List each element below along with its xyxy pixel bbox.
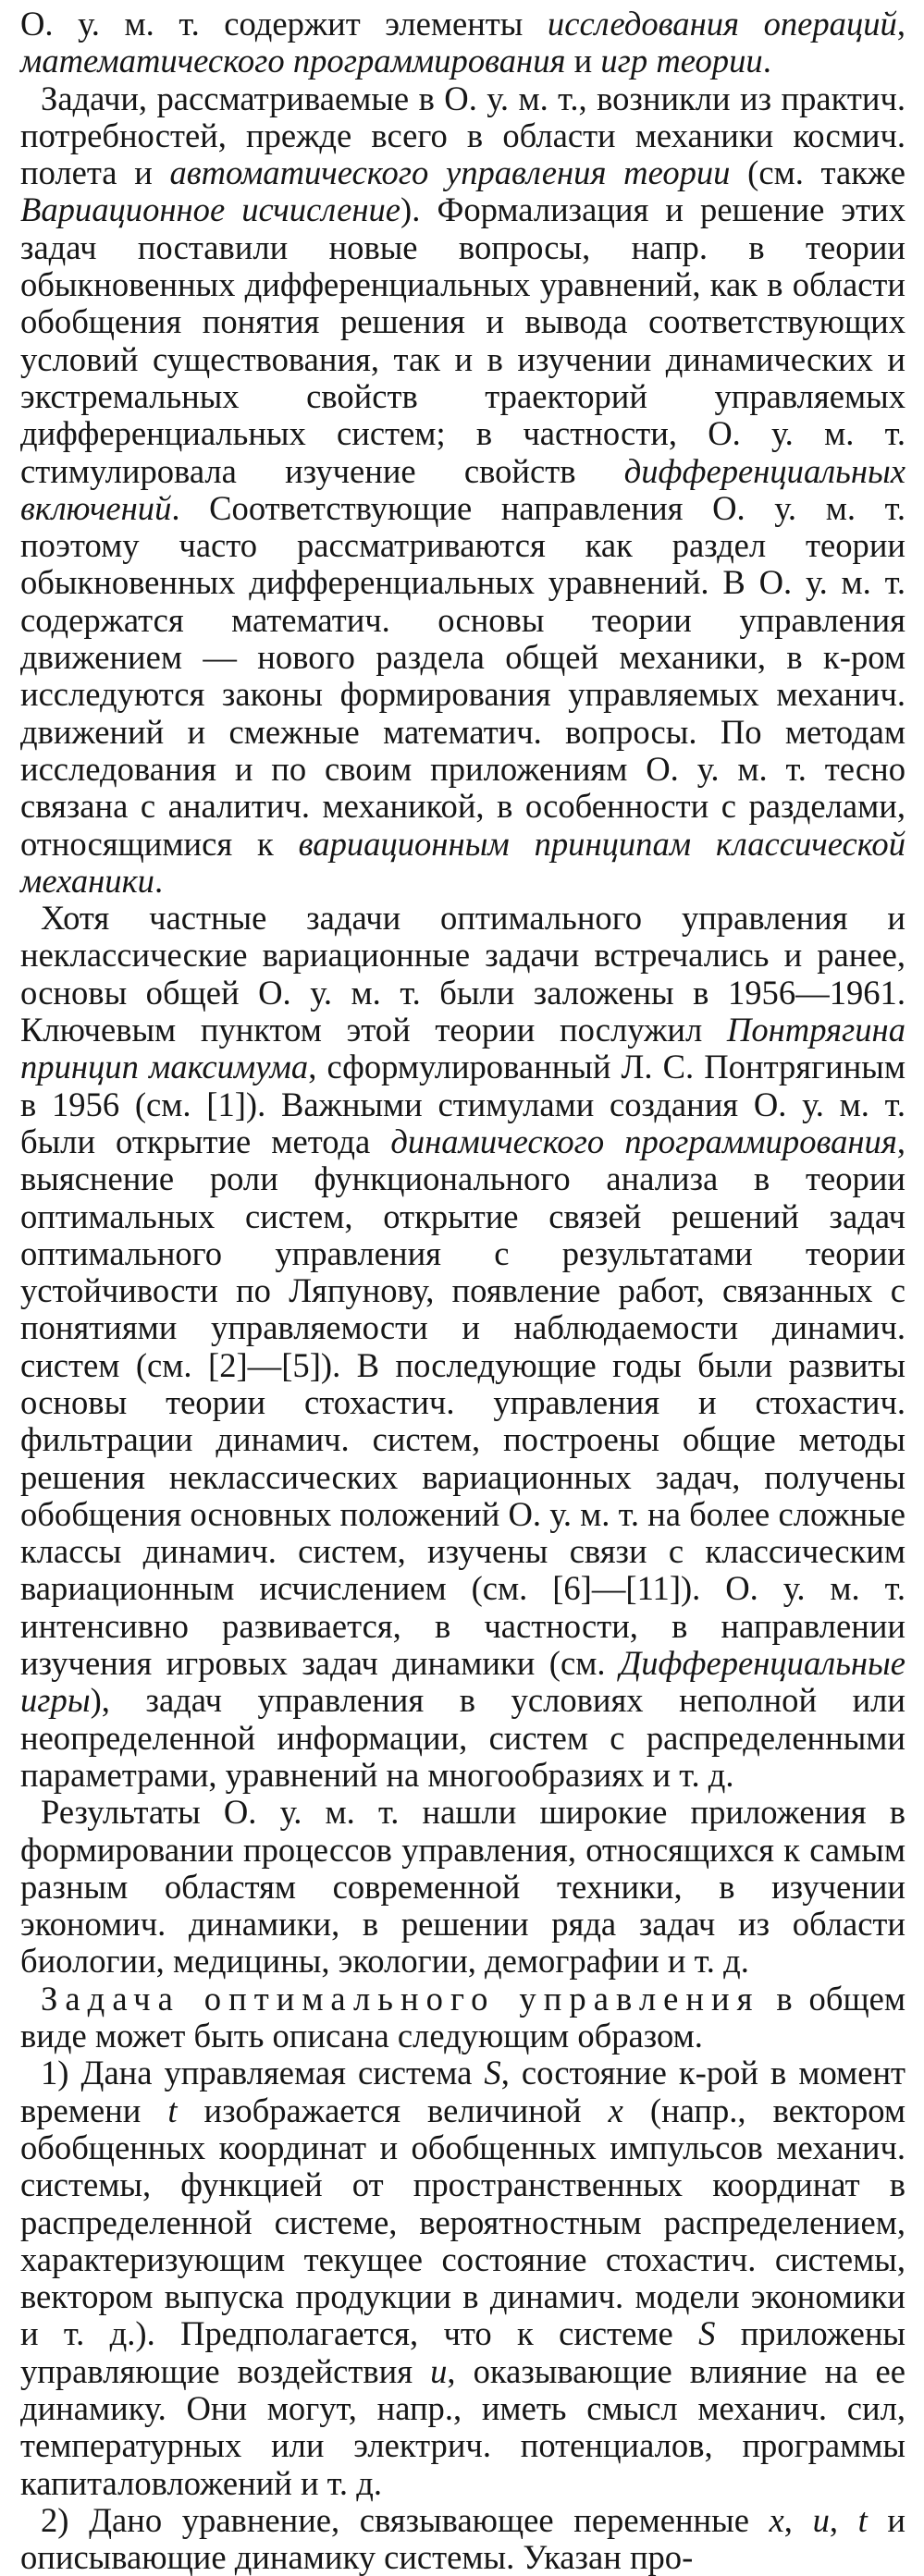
italic-term: автоматического управления теории — [169, 153, 731, 192]
text-run: Результаты О. у. м. т. нашли широкие приложения в формировании процессов управления, относящихся к самым разным областям современной техники, в изучении экономич. динамики, в решении ряда задач из области биологии, медицины, экологии, демографии и т. д. — [20, 1793, 906, 1981]
text-run: Задачи, рассматриваемые в О. у. м. т., возникли из практич. потребностей, прежде всего в области механики космич. полета и — [20, 79, 906, 192]
text-run: и описывающие динамику системы. Указан про- — [20, 2500, 906, 2576]
section-heading-continuation: в общем виде может быть описана следующим образом. — [20, 1979, 906, 2055]
italic-term: S — [484, 2054, 501, 2092]
text-run: . Соответствующие направления О. у. м. т. поэтому часто рассматриваются как раздел теории обыкновенных дифференциальных уравнений. В О. у. м. т. содержатся математич. основы теории управления движением — нового раздела общей механики, в к-ром исследуются законы формирования управляемых механич. движений и смежные математич. вопросы. По методам исследования и по своим приложениям О. у. м. т. тесно связана с аналитич. механикой, в особенности с разделами, относящимися к — [20, 488, 906, 863]
text-run: , — [896, 5, 906, 43]
italic-term: исследования операций — [547, 5, 897, 43]
paragraph-item-1 — [20, 2055, 906, 2502]
paragraph-intro — [20, 6, 906, 80]
text-run: , сформулированный Л. С. Понтрягиным в 1956 (см. [1]). Важными стимулами создания О. у. м. т. были открытие метода — [20, 1048, 906, 1160]
italic-term: вариационным принципам классической механики — [20, 824, 906, 900]
text-run: приложены управляющие воздействия — [20, 2314, 906, 2390]
italic-term: u — [430, 2351, 448, 2390]
text-run: ). Формализация и решение этих задач поставили новые вопросы, напр. в теории обыкновенных дифференциальных уравнений, как в области обобщения понятия решения и вывода соответствующих условий существования, так и в изучении динамических и экстремальных свойств траекторий управляемых дифференциальных систем; в частности, О. у. м. т. стимулировала изучение свойств — [20, 190, 906, 490]
text-run: , выяснение роли функционального анализа в теории оптимальных систем, открытие связей решений задач оптимального управления с результатами теории устойчивости по Ляпунову, появление работ, связанных с понятиями управляемости и наблюдаемости динамич. систем (см. [2]—[5]). В последующие годы были развиты основы теории стохастич. управления и стохастич. фильтрации динамич. систем, построены общие методы решения неклассических вариационных задач, получены обобщения основных положений О. у. м. т. на более сложные классы динамич. систем, изучены связи с классическим вариационным исчислением (см. [6]—[11]). О. у. м. т. интенсивно развивается, в частности, в направлении изучения игровых задач динамики (см. — [20, 1122, 906, 1683]
text-run: О. у. м. т. содержит элементы — [20, 5, 548, 43]
italic-term: x — [608, 2091, 623, 2129]
paragraph-applications — [20, 1794, 906, 1980]
paragraph-item-2 — [20, 2502, 906, 2576]
italic-term: динамического программирования — [390, 1122, 897, 1160]
text-run: Хотя частные задачи оптимального управления и неклассические вариационные задачи встречались и ранее, основы общей О. у. м. т. были заложены в 1956—1961. Ключевым пунктом этой теории послужил — [20, 899, 906, 1049]
text-run: ), задач управления в условиях неполной или неопределенной информации, систем с распределенными параметрами, уравнений на многообразиях и т. д. — [20, 1681, 906, 1794]
italic-term: Дифференциальные игры — [20, 1644, 906, 1720]
text-run: 1) Дана управляемая система — [41, 2054, 485, 2092]
text-run: , состояние к-рой в момент времени — [20, 2054, 906, 2129]
paragraph-history — [20, 900, 906, 1794]
italic-term: математического программирования — [20, 42, 566, 80]
paragraph-origins — [20, 80, 906, 901]
italic-term: Понтрягина принцип максимума — [20, 1011, 906, 1086]
section-heading: Задача оптимального управления — [41, 1979, 760, 2018]
italic-term: Вариационное исчисление — [20, 190, 401, 229]
italic-term: t — [167, 2091, 178, 2129]
text-run: изображается величиной — [177, 2091, 609, 2129]
text-run: . — [154, 861, 164, 900]
italic-term: t — [857, 2500, 868, 2539]
italic-term: дифференциальных включений — [20, 451, 906, 527]
text-run: . — [762, 42, 771, 80]
italic-term: u — [812, 2500, 830, 2539]
text-run: (см. также — [730, 153, 906, 192]
text-run: (напр., вектором обобщенных координат и обобщенных импульсов механич. системы, функцией от пространственных координат в распределенной системе, вероятностным распределением, характеризующим текущее состояние стохастич. системы, вектором выпуска продукции в динамич. модели экономики и т. д.). Предполагается, что к системе — [20, 2091, 906, 2353]
italic-term: игр теории — [600, 42, 763, 80]
paragraph-problem-statement — [20, 1981, 906, 2055]
text-run: 2) Дано уравнение, связывающее переменные — [41, 2500, 770, 2539]
text-run: , оказывающие влияние на ее динамику. Они могут, напр., иметь смысл механич. сил, температурных или электрич. потенциалов, программы капиталовложений и т. д. — [20, 2351, 906, 2502]
italic-term: S — [698, 2314, 716, 2353]
text-run: , — [829, 2500, 858, 2539]
italic-term: x — [769, 2500, 784, 2539]
text-run: , — [783, 2500, 813, 2539]
text-run: и — [565, 42, 601, 80]
